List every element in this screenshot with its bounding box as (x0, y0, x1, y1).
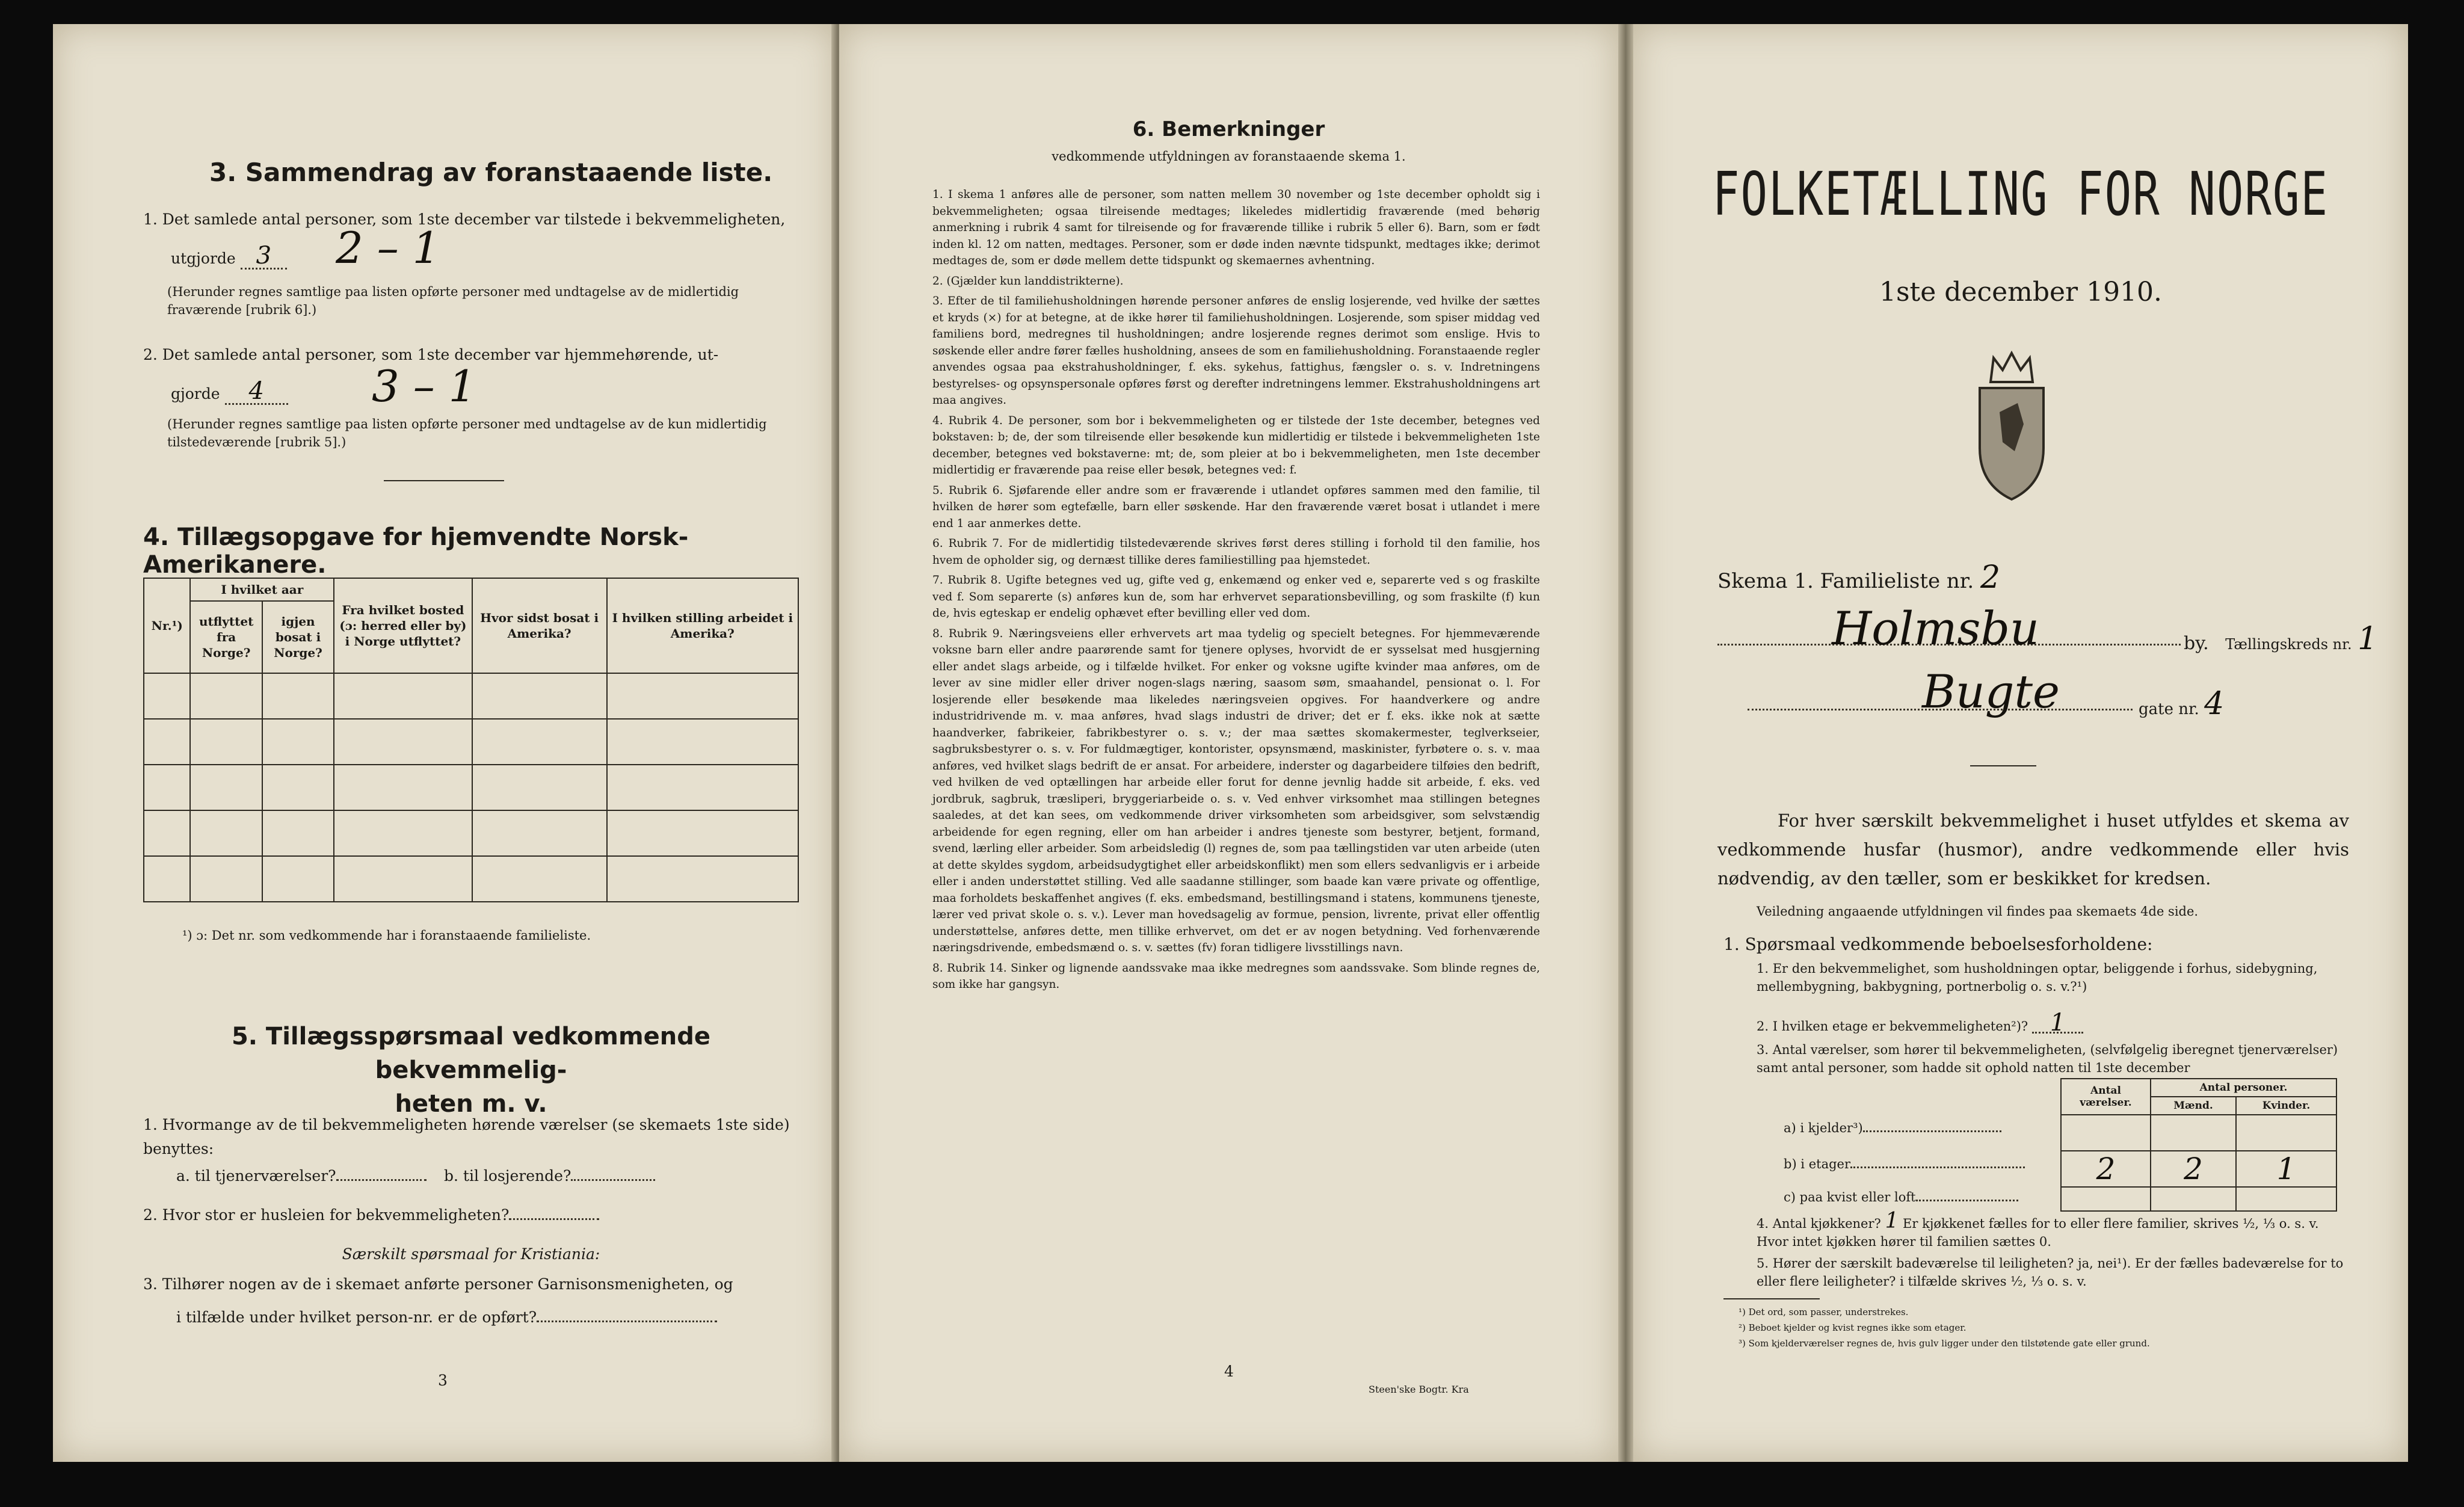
section-6-heading: 6. Bemerkninger (1132, 117, 1325, 141)
table-row (144, 856, 798, 902)
s3-q1-note: (Herunder regnes samtlige paa listen opførte personer med undtagelse av de midlertidig fraværende [rubrik 6].) (167, 285, 739, 317)
remark-item: 8. Rubrik 9. Næringsveiens eller erhvervets art maa tydelig og specielt betegnes. For hjemmeværende voksne barn eller andre paarørende samt for tjenere oplyses, hvorvidt de er sysselsat med husgjerning eller andet slags arbeide, og i tilfælde hvilket. For enker og voksne ugifte kvinder maa anføres, om de lever av sine midler eller driver nogen-slags næring, saasom søm, smaahandel, pensionat o. l. For losjerende eller besøkende maa likeledes næringsveien opgives. For haandverkere og andre industridrivende m. v. maa anføres, hvad slags industri de driver; det er f. eks. ikke nok at sætte haandverker, fabrikeier, fabrikbestyrer o. s. v.; der maa sættes skomakermester, teglverkseier, sagbruksbestyrer o. s. v. For fuldmægtiger, kontorister, opsynsmænd, maskinister, fyrbøtere o. s. v. maa anføres, ved hvilket slags bedrift de er ansat. For arbeidere, inderster og dagarbeidere tilføies den bedrift, ved hvilken de ved optællingen har arbeide eller forut for denne jevnlig hadde sit arbeide, f. eks. ved jordbruk, sagbruk, træsliperi, bryggeriarbeide o. s. v. Ved enhver virksomhet maa stillingen betegnes saaledes, at det kan sees, om vedkommende driver virksomheten som arbeidsgiver, som selvstændig arbeidende for egen regning, eller om han arbeider i andres tjeneste som bestyrer, betjent, formand, svend, lærling eller arbeider. Som arbeidsledig (l) regnes de, som paa tællingstiden var uten arbeide (uten at dette skyldes sygdom, arbeidsudygtighet eller arbeidskonflikt) men som ellers sedvanligvis er i arbeide eller i anden understøttet stilling. Ved alle saadanne stillinger, som baade kan være private og offentlige, maa forholdets beskaffenhet angives (f. eks. embedsmand, bestillingsmand i statens, kommunens tjeneste, lærer ved privat skole o. s. v.). Lever man hovedsagelig av formue, pension, livrente, privat eller offentlig understøttelse, anføres dette, men tillike erhvervet, om det er av nogen betydning. Ved forhenværende næringsdrivende, embedsmænd o. s. v. sættes (fv) foran tidligere livsstillings navn. (932, 627, 1540, 954)
table-row (144, 719, 798, 765)
col-emigrated: utflyttet fra Norge? (190, 601, 262, 673)
right-page (1633, 24, 2408, 1462)
col-persons: Antal personer. (2151, 1079, 2336, 1097)
remark-item: 8. Rubrik 14. Sinker og lignende aandssvake maa ikke medregnes som aandssvake. Som blinde regnes de, som ikke har gangsyn. (932, 961, 1540, 991)
remark-item: 7. Rubrik 8. Ugifte betegnes ved ug, gifte ved g, enkemænd og enker ved e, separerte ved s og fraskilte ved f. Som separerte (s) anføres kun de, som har erhvervet separationsbevilling, og som fraskilte (f) kun de, hvis egteskap er endelig ophævet efter bevilling eller ved dom. (932, 574, 1540, 620)
middle-page (839, 24, 1618, 1462)
s3-q2-value: 4 (225, 379, 288, 405)
col-nr: Nr.¹) (144, 578, 190, 673)
q2-handwritten: 1 (2032, 1014, 2083, 1034)
s5-q1a: a. til tjenerværelser? (176, 1164, 427, 1188)
remark-item: 4. Rubrik 4. De personer, som bor i bekvemmeligheten og er tilstede der 1ste december, betegnes ved bokstaven: b; de, der som tilreisende eller besøkende kun midlertidig er tilstede i bekvemmeligheten 1ste december, betegnes ved bokstaverne: mt; de, som pleier at bo i bekvemmeligheten, men 1ste december midlertidig er fraværende paa reise eller besøk, betegnes ved: f. (932, 414, 1540, 476)
census-date: 1ste december 1910. (1879, 277, 2163, 307)
footnotes: ¹) Det ord, som passer, understrekes. ²) Beboet kjelder og kvist regnes ikke som etager. ³) Som kjelderværelser regnes de, hvis gulv ligger under den tilstøtende gate eller grund. (1739, 1307, 2150, 1349)
s3-q2-note: (Herunder regnes samtlige paa listen opførte personer med undtagelse av de kun midlertidig tilstedeværende [rubrik 5].) (167, 417, 767, 449)
s3-q2-handwritten: 3 – 1 (372, 361, 476, 411)
table-row (2061, 1187, 2336, 1211)
schema-label: Skema 1. Familieliste nr. 2 (1717, 559, 2001, 596)
col-women: Kvinder. (2236, 1097, 2336, 1115)
section-1-heading: 1. Spørsmaal vedkommende beboelsesforholdene: (1723, 934, 2153, 954)
left-page (53, 24, 836, 1462)
district-nr: 1 (2358, 621, 2378, 657)
q2: 2. I hvilken etage er bekvemmeligheten²)? 1 (1757, 1014, 2083, 1035)
coat-of-arms-icon (1973, 346, 2051, 502)
document-title: FOLKETÆLLING FOR NORGE (1712, 159, 2329, 230)
col-group-year: I hvilket aar (190, 578, 334, 601)
s5-q3b: i tilfælde under hvilket person-nr. er de opført? (176, 1305, 717, 1330)
s5-subheading: Særskilt spørsmaal for Kristiania: (342, 1245, 600, 1263)
col-returned: igjen bosat i Norge? (262, 601, 334, 673)
q3: 3. Antal værelser, som hører til bekvemmeligheten, (selvfølgelig iberegnet tjenerværelser) samt antal personer, som hadde sit ophold natten til 1ste december (1757, 1043, 2338, 1075)
s3-q1: 1. Det samlede antal personer, som 1ste december var tilstede i bekvemmeligheten, (143, 211, 786, 228)
col-from-where: Fra hvilket bosted (ɔ: herred eller by) i Norge utflyttet? (334, 578, 472, 673)
table-row (144, 765, 798, 810)
city-handwritten: Holmsbu (1832, 602, 2040, 655)
remarks-list (932, 186, 1540, 997)
s5-q1: 1. Hvormange av de til bekvemmeligheten hørende værelser (se skemaets 1ste side) benyttes: (143, 1116, 790, 1157)
remark-item: 5. Rubrik 6. Sjøfarende eller andre som er fraværende i utlandet opføres sammen med den familie, til hvilken de hører som egtefælle, barn eller søskende. Har den fraværende været bosat i utlandet i mere end 1 aar anmerkes dette. (932, 484, 1540, 530)
q4-handwritten: 1 (1885, 1209, 1899, 1233)
divider (1723, 1298, 1820, 1299)
schema-nr: 2 (1980, 559, 2001, 596)
guide-text: Veiledning angaaende utfyldningen vil findes paa skemaets 4de side. (1757, 904, 2199, 919)
intro-text: For hver særskilt bekvemmelighet i huset utfyldes et skema av vedkommende husfar (husmor), andre vedkommende eller hvis nødvendig, av den tæller, som er beskikket for kredsen. (1717, 810, 2349, 889)
s3-q1-lead: utgjorde 3 (171, 244, 287, 271)
norsk-amerikanere-table (143, 578, 799, 902)
section-4-heading: 4. Tillægsopgave for hjemvendte Norsk-Amerikanere. (143, 523, 689, 579)
s5-q2: 2. Hvor stor er husleien for bekvemmeligheten? (143, 1203, 599, 1227)
remark-item: 6. Rubrik 7. For de midlertidig tilstedeværende skrives først deres stilling i forhold til den familie, hos hvem de opholder sig, og dernæst tillike deres familiestilling paa hjemstedet. (932, 537, 1540, 567)
table-row (144, 673, 798, 719)
s3-q1-value: 3 (241, 244, 287, 270)
col-men: Mænd. (2151, 1097, 2236, 1115)
s5-q3: 3. Tilhører nogen av de i skemaet anførte personer Garnisonsmenigheten, og (143, 1275, 733, 1293)
s3-q2-lead: gjorde 4 (171, 379, 288, 406)
remark-item: 2. (Gjælder kun landdistrikterne). (932, 274, 1124, 288)
table-row (2061, 1115, 2336, 1151)
book-spine-right (1618, 24, 1633, 1462)
q4: 4. Antal kjøkkener? 1 Er kjøkkenet fælles for to eller flere familier, skrives ½, ⅓ o. s. v. Hvor intet kjøkken hører til familien sættes 0. (1757, 1209, 2319, 1249)
section-6-subheading: vedkommende utfyldningen av foranstaaende skema 1. (1052, 149, 1406, 164)
remark-item: 3. Efter de til familiehusholdningen hørende personer anføres de enslig losjerende, ved hvilke der sættes et kryds (×) for at betegne, at de ikke hører til familiehusholdningen. Losjerende, som spiser middag ved familiens bord, medregnes til husholdningen; andre losjerende regnes derimot som enslige. Hvis to søskende eller andre fører fælles husholdning, ansees de som en familiehusholdning. Foranstaaende regler anvendes ogsaa paa ekstrahusholdninger, f. eks. sykehus, fattighus, fængsler o. s. v. Indretningens bestyrelses- og opsynspersonale opføres først og derefter indretningens lemmer. Ekstrahusholdningens art maa angives. (932, 295, 1540, 407)
remark-item: 1. I skema 1 anføres alle de personer, som natten mellem 30 november og 1ste december opholdt sig i bekvemmeligheten; ogsaa tilreisende medtages; likeledes midlertidig fraværende (med behørig anmerkning i rubrik 4 samt for tilreisende og for fraværende tillike i rubrik 5 eller 6). Barn, som er født inden kl. 12 om natten, medtages. Personer, som er døde inden nævnte tidspunkt, medtages ikke; derimot medtages de, som er døde mellem dette tidspunkt og skemaernes avhentning. (932, 188, 1540, 267)
rooms-persons-table (2060, 1078, 2337, 1212)
s4-footnote: ¹) ɔ: Det nr. som vedkommende har i foranstaaende familieliste. (182, 928, 591, 943)
row-b-label: b) i etager (1784, 1155, 2025, 1173)
page-number: 3 (438, 1372, 448, 1389)
table-row: 2 2 1 (2061, 1151, 2336, 1187)
printer-mark: Steen'ske Bogtr. Kra (1369, 1384, 1469, 1395)
street-handwritten: Bugte (1922, 665, 2060, 718)
divider (384, 480, 504, 481)
section-5-heading: 5. Tillægsspørsmaal vedkommende bekvemmelig- heten m. v. (231, 1023, 711, 1118)
s5-q1b: b. til losjerende? (444, 1164, 655, 1188)
gate-nr: 4 (2204, 686, 2225, 722)
col-position: I hvilken stilling arbeidet i Amerika? (607, 578, 798, 673)
col-rooms: Antal værelser. (2061, 1079, 2151, 1115)
table-row (144, 810, 798, 856)
section-3-heading: 3. Sammendrag av foranstaaende liste. (209, 158, 773, 187)
divider (1970, 765, 2036, 766)
q1: 1. Er den bekvemmelighet, som husholdningen optar, beliggende i forhus, sidebygning, mellembygning, bakbygning, portnerbolig o. s. v.?¹) (1757, 961, 2318, 994)
page-number: 4 (1224, 1363, 1234, 1380)
row-c-label: c) paa kvist eller loft (1784, 1188, 2018, 1206)
col-last-residence: Hvor sidst bosat i Amerika? (472, 578, 607, 673)
gate-label: gate nr. 4 (2139, 686, 2225, 722)
s3-q2: 2. Det samlede antal personer, som 1ste december var hjemmehørende, ut- (143, 346, 719, 363)
s3-q1-handwritten: 2 – 1 (336, 223, 440, 273)
q5: 5. Hører der særskilt badeværelse til leiligheten? ja, nei¹). Er der fælles badeværelse for to eller flere leiligheter? i tilfælde skrives ½, ⅓ o. s. v. (1757, 1256, 2344, 1289)
district-label: by. Tællingskreds nr. 1 (2184, 621, 2378, 657)
row-a-label: a) i kjelder³) (1784, 1119, 2001, 1137)
